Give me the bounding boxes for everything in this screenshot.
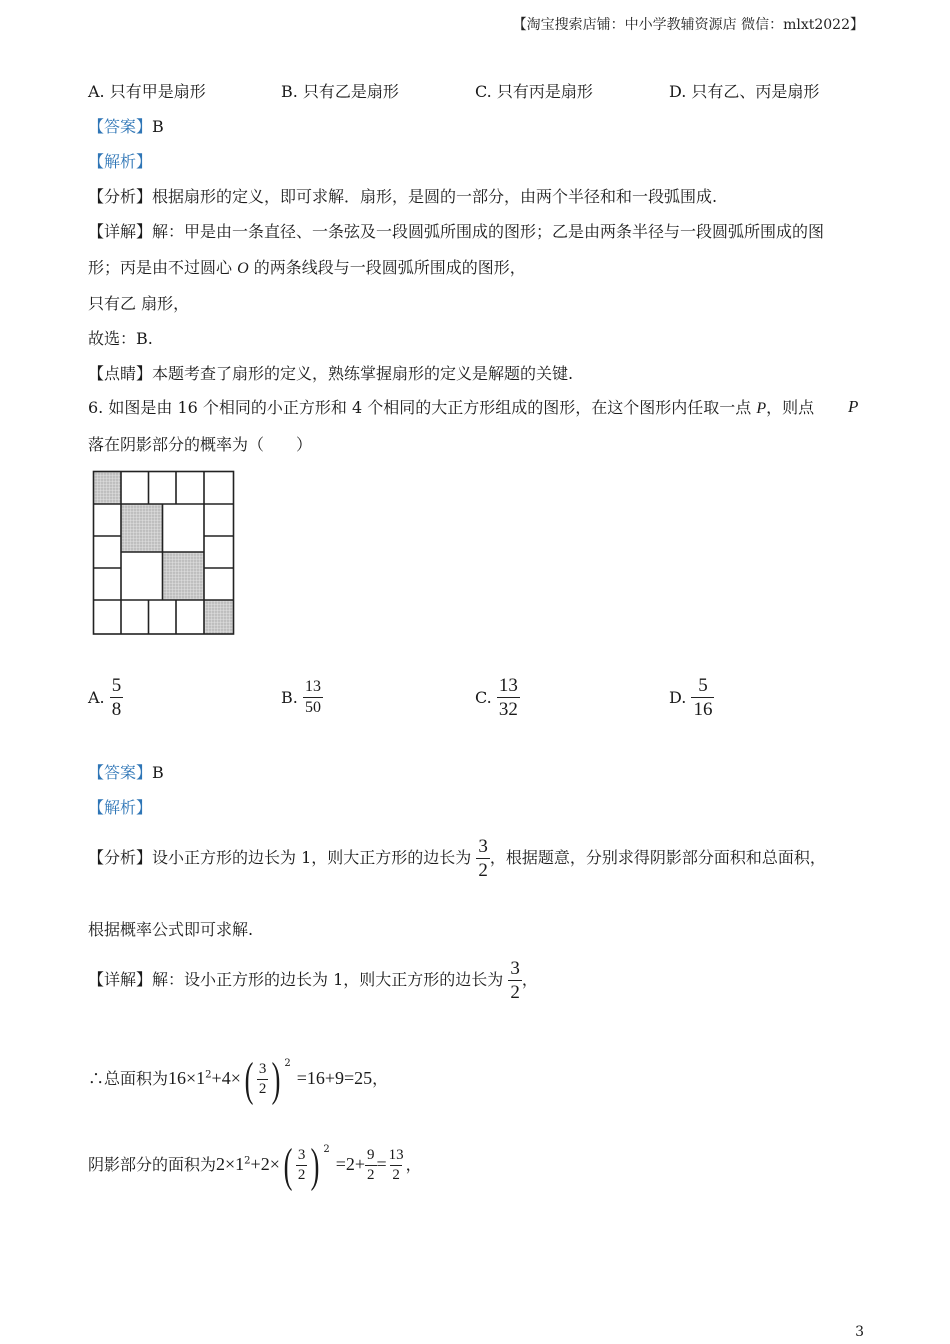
q6-detail: 【详解】解：设小正方形的边长为 1，则大正方形的边长为 $\frac{3}{2}$ ， — [88, 958, 538, 1003]
q6-option-d: D. $\frac{5}{16}$ — [669, 675, 713, 720]
q5-detail-line1: 【详解】解：甲是由一条直径、一条弦及一段圆弧所围成的图形；乙是由两条半径与一段圆弧所围成的图 — [88, 222, 825, 241]
q5-jiexi-tag: 【解析】 — [88, 152, 153, 171]
q6-option-b: B. $\frac{13}{50}$ — [281, 678, 321, 716]
page-number: 3 — [855, 1324, 864, 1340]
q5-option-b: B. 只有乙是扇形 — [281, 82, 399, 101]
q5-analysis: 【分析】根据扇形的定义，即可求解．扇形，是圆的一部分，由两个半径和和一段弧围成. — [88, 187, 718, 206]
shade-big-2 — [163, 552, 205, 600]
shade-small-bottom-right — [204, 600, 234, 634]
q6-answer: 【答案】B — [88, 763, 164, 782]
q5-dianjing: 【点睛】本题考查了扇形的定义，熟练掌握扇形的定义是解题的关键. — [88, 364, 574, 383]
q6-option-a: A. $\frac{5}{8}$ — [88, 675, 122, 720]
q6-stem-line1: 6. 如图是由 16 个相同的小正方形和 4 个相同的大正方形组成的图形，在这个图形内任取一点 P，则点 — [88, 398, 815, 417]
q6-square-figure — [92, 470, 236, 636]
q6-total-area: ∴总面积为$16\times 1^2+4\times$( $\frac{3}{2}$ ) $^2$=16+9=25， — [88, 1052, 389, 1106]
q5-option-a: A. 只有甲是扇形 — [88, 82, 206, 101]
page-header: 【淘宝搜索店铺：中小学教辅资源店 微信：mlxt2022】 — [512, 17, 864, 33]
q5-choose: 故选：B. — [88, 329, 153, 348]
q5-answer: 【答案】B — [88, 117, 164, 136]
q5-detail-line2: 形；丙是由不过圆心 O 的两条线段与一段圆弧所围成的图形， — [88, 258, 526, 277]
shade-big-1 — [121, 504, 163, 552]
q6-analysis-line2: 根据概率公式即可求解. — [88, 920, 254, 939]
q5-option-d: D. 只有乙、丙是扇形 — [669, 82, 820, 101]
q6-jiexi-tag: 【解析】 — [88, 798, 153, 817]
q6-var-p: P — [848, 397, 859, 416]
q5-option-c: C. 只有丙是扇形 — [475, 82, 593, 101]
q5-conclusion: 只有乙 扇形， — [88, 294, 190, 313]
shade-small-top-left — [94, 472, 122, 504]
q6-stem-line2: 落在阴影部分的概率为（ ） — [88, 435, 313, 454]
q6-analysis: 【分析】设小正方形的边长为 1，则大正方形的边长为 $\frac{3}{2}$ ，根据题意，分别求得阴影部分面积和总面积， — [88, 836, 826, 881]
q6-shadow-area: 阴影部分的面积为$2\times 1^2+2\times$( $\frac{3}{2}$ ) $^2$=2+ $\frac{9}{2}$ = $\frac{13}{2}$ ， — [88, 1138, 422, 1192]
q6-option-c: C. $\frac{13}{32}$ — [475, 675, 518, 720]
